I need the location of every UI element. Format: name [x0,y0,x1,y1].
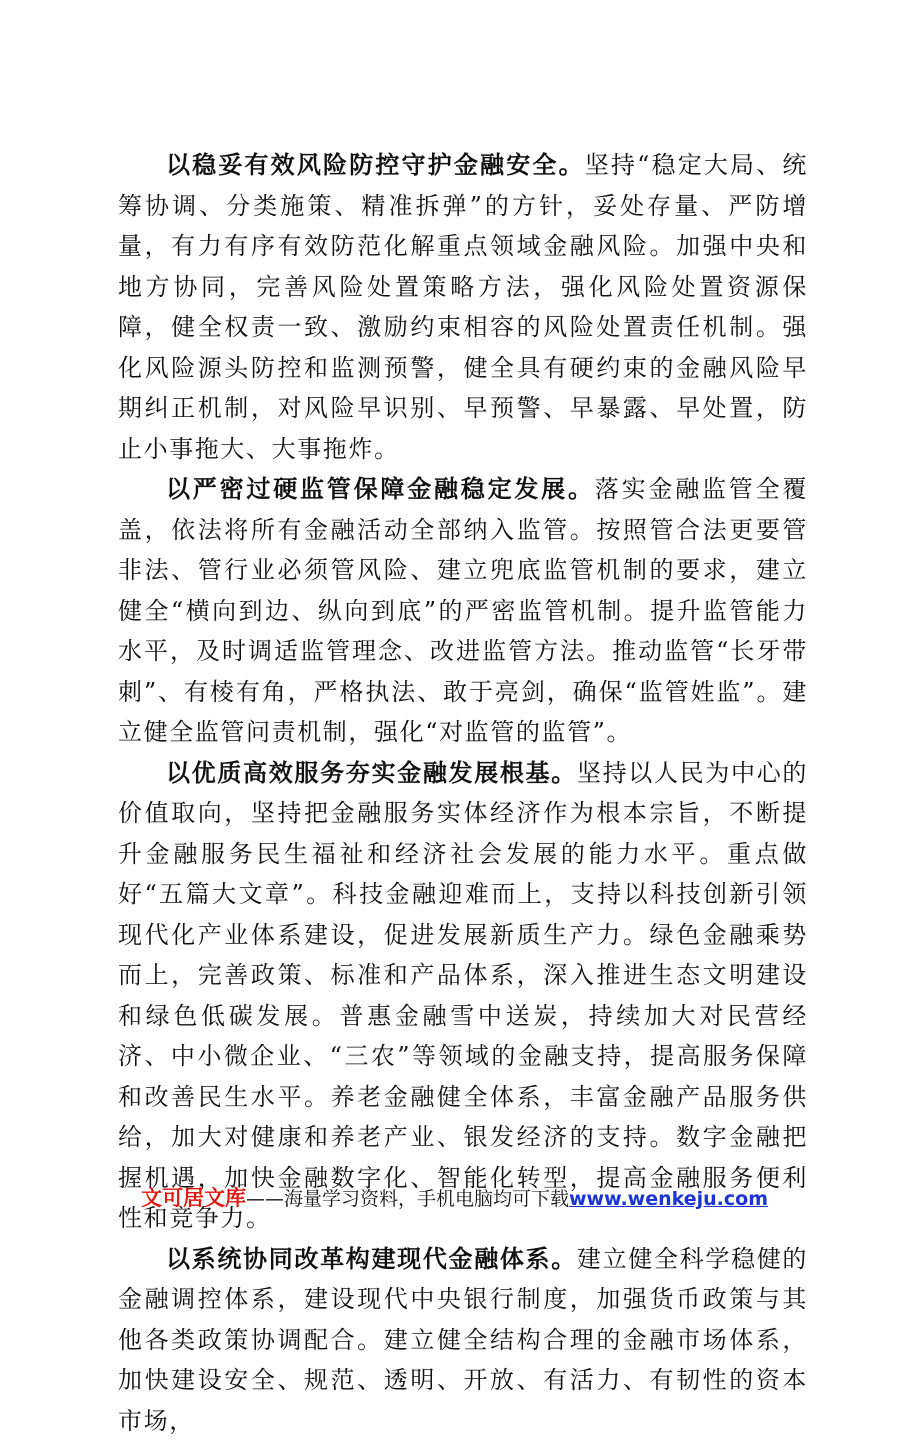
paragraph-heading: 以稳妥有效风险防控守护金融安全。 [166,151,585,179]
document-body [118,145,808,1441]
footer-banner [0,1182,909,1212]
footer-website-link[interactable]: www.wenkeju.com [569,1188,768,1210]
footer-tagline: ——海量学习资料，手机电脑均可下载 [246,1188,569,1210]
footer-brand: 文可居文库 [141,1186,246,1210]
paragraph-heading: 以严密过硬监管保障金融稳定发展。 [166,475,595,503]
paragraph-text: 落实金融监管全覆盖，依法将所有金融活动全部纳入监管。按照管合法更要管非法、管行业必须管风险、建立兜底监管机制的要求，建立健全“横向到边、纵向到底”的严密监管机制。提升监管能力水平，及时调适监管理念、改进监管方法。推动监管“长牙带刺”、有棱有角，严格执法、敢于亮剑，确保“监管姓监”。建立健全监管问责机制，强化“对监管的监管”。 [118,475,808,746]
paragraph-risk-control [118,145,808,469]
paragraph-supervision [118,469,808,753]
paragraph-heading: 以优质高效服务夯实金融发展根基。 [166,759,577,787]
paragraph-service [118,753,808,1239]
paragraph-text: 建立健全科学稳健的金融调控体系，建设现代中央银行制度，加强货币政策与其他各类政策协调配合。建立健全结构合理的金融市场体系，加快建设安全、规范、透明、开放、有活力、有韧性的资本市场， [118,1245,808,1435]
paragraph-text: 坚持“稳定大局、统筹协调、分类施策、精准拆弹”的方针，妥处存量、严防增量，有力有序有效防范化解重点领域金融风险。加强中央和地方协同，完善风险处置策略方法，强化风险处置资源保障，健全权责一致、激励约束相容的风险处置责任机制。强化风险源头防控和监测预警，健全具有硬约束的金融风险早期纠正机制，对风险早识别、早预警、早暴露、早处置，防止小事拖大、大事拖炸。 [118,151,808,463]
paragraph-text: 坚持以人民为中心的价值取向，坚持把金融服务实体经济作为根本宗旨，不断提升金融服务民生福祉和经济社会发展的能力水平。重点做好“五篇大文章”。科技金融迎难而上，支持以科技创新引领现代化产业体系建设，促进发展新质生产力。绿色金融乘势而上，完善政策、标准和产品体系，深入推进生态文明建设和绿色低碳发展。普惠金融雪中送炭，持续加大对民营经济、中小微企业、“三农”等领域的金融支持，提高服务保障和改善民生水平。养老金融健全体系，丰富金融产品服务供给，加大对健康和养老产业、银发经济的支持。数字金融把握机遇，加快金融数字化、智能化转型，提高金融服务便利性和竞争力。 [118,759,808,1233]
paragraph-reform [118,1239,808,1441]
paragraph-heading: 以系统协同改革构建现代金融体系。 [166,1245,577,1273]
